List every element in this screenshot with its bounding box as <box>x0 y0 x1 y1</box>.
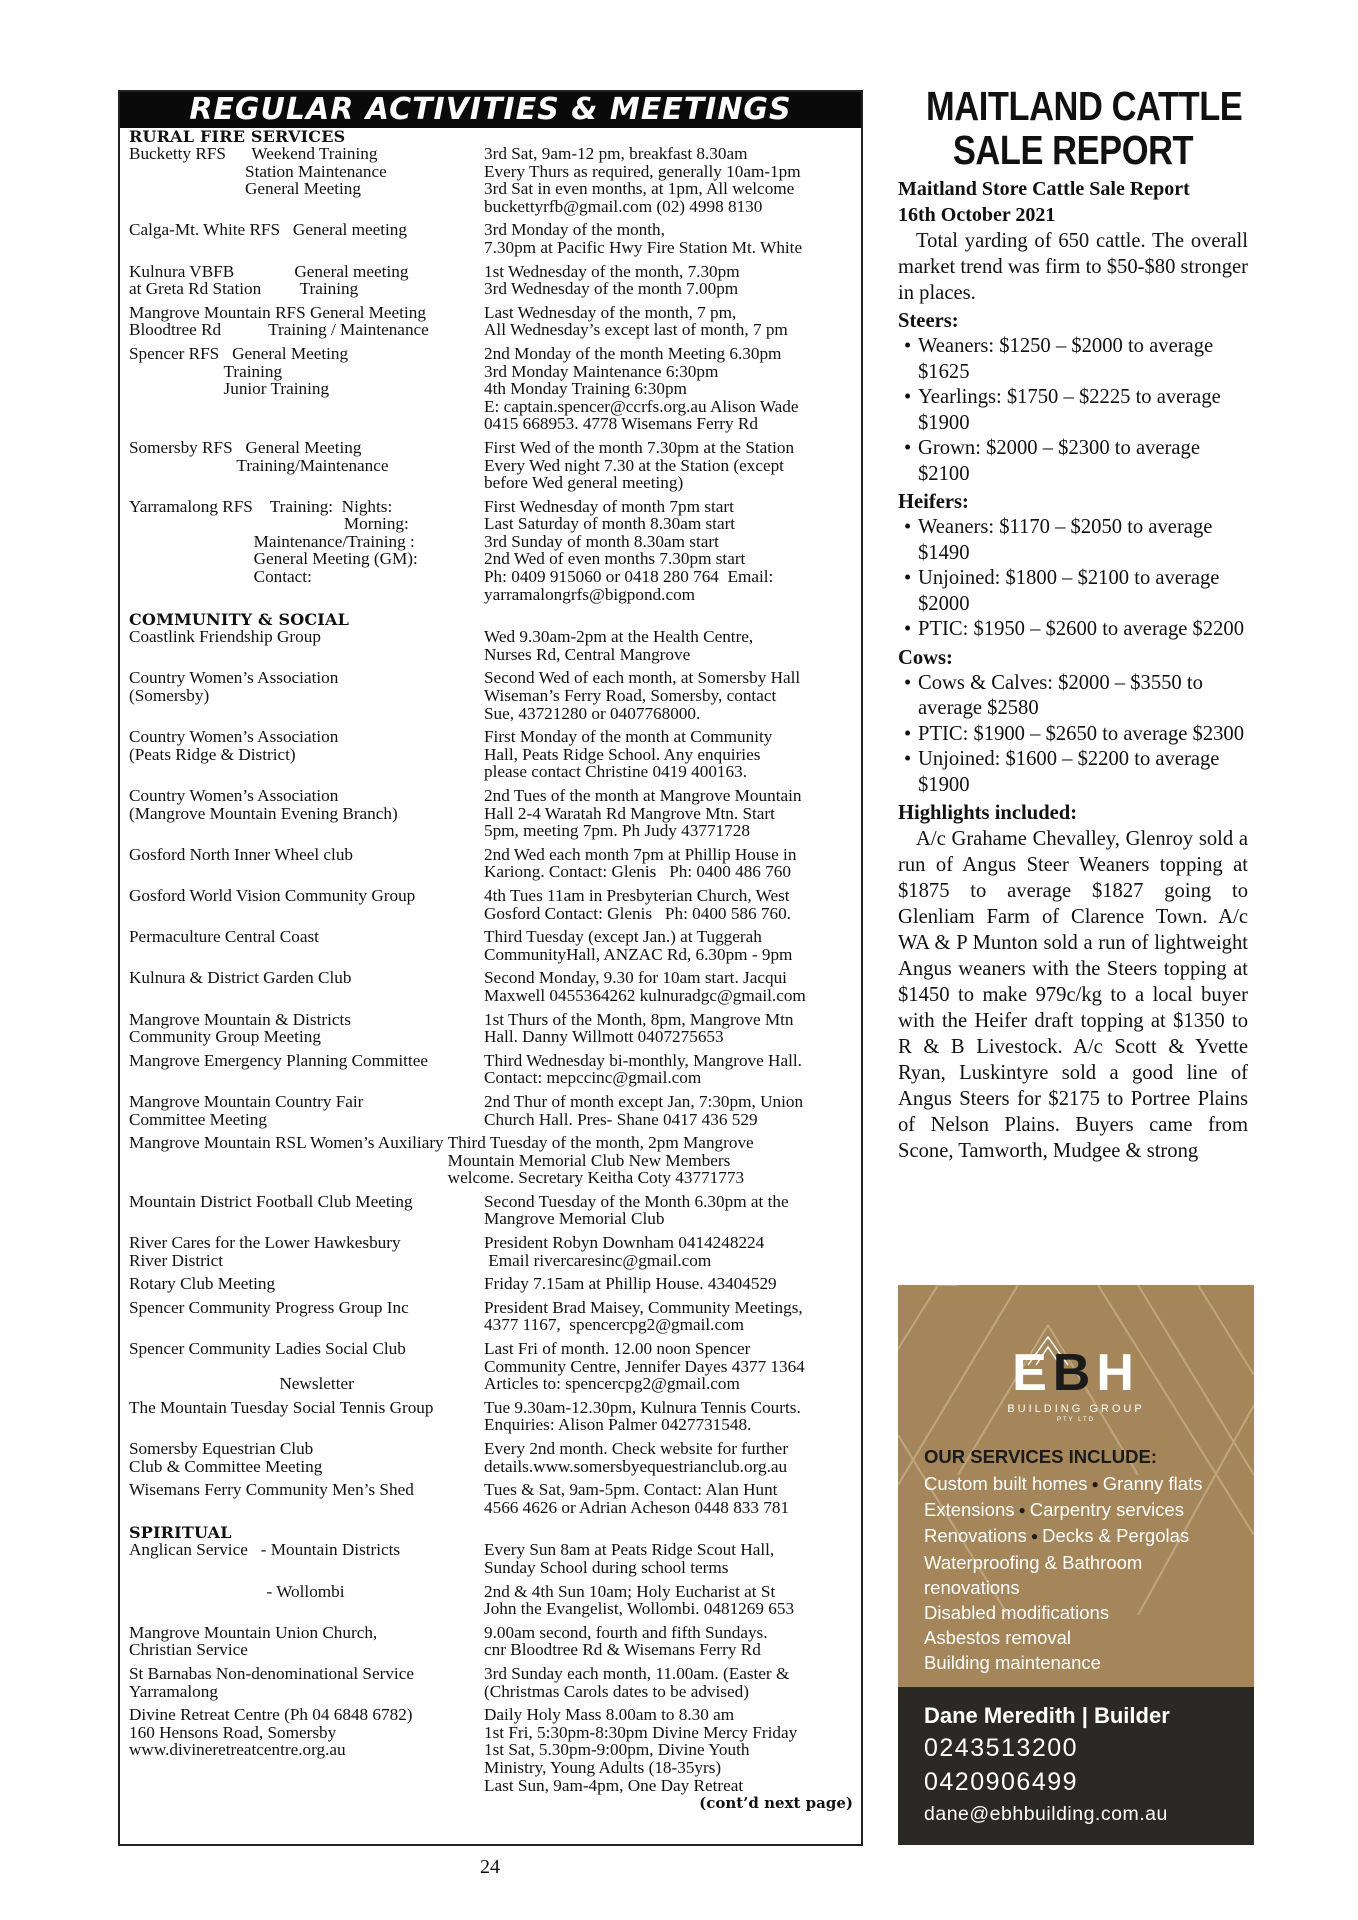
service-item: Disabled modifications <box>924 1602 1110 1624</box>
activity-details: 1st Wednesday of the month, 7.30pm 3rd Wednesday of the month 7.00pm <box>484 261 740 299</box>
activity-name: Kulnura & District Garden Club <box>129 968 352 988</box>
activity-details: President Brad Maisey, Community Meetings, 4377 1167, spencercpg2@gmail.com <box>484 1297 803 1335</box>
activity-name: Anglican Service - Mountain Districts <box>129 1540 401 1560</box>
heifers-list <box>898 515 1248 643</box>
ebh-advertisement <box>898 1285 1254 1845</box>
section-heading-rfs: RURAL FIRE SERVICES <box>129 127 346 146</box>
rfs-list <box>129 145 853 603</box>
activity-details: First Wed of the month 7.30pm at the Station Every Wed night 7.30 at the Station (except before Wed general meeting) <box>484 437 795 493</box>
contact-name: Dane Meredith | Builder <box>924 1703 1170 1728</box>
heifers-item: • Unjoined: $1800 – $2100 to average $2000 <box>898 566 1248 617</box>
ad-services <box>924 1445 1244 1676</box>
activity-name: Calga-Mt. White RFS General meeting <box>129 220 407 240</box>
activity-details: Daily Holy Mass 8.00am to 8.30 am 1st Fri, 5:30pm-8:30pm Divine Mercy Friday 1st Sat, 5.30pm-9:00pm, Divine Youth Ministry, Young Adults (18-35yrs) Last Sun, 9am-4pm, One Day Retreat <box>484 1705 798 1795</box>
activity-name: Spencer Community Progress Group Inc <box>129 1297 409 1317</box>
activity-row <box>129 439 853 492</box>
activity-name: Spencer Community Ladies Social Club Newsletter <box>129 1339 406 1394</box>
activity-row <box>129 1481 853 1516</box>
activity-row <box>129 145 853 215</box>
activity-row <box>129 846 853 881</box>
activity-name: Yarramalong RFS Training: Nights: Morning: Maintenance/Training : General Meeting (GM): Contact: <box>129 496 418 587</box>
ad-contact <box>898 1687 1254 1845</box>
ebh-logo-pty: PTY LTD <box>1056 1417 1096 1423</box>
logo-letter-e: E <box>1012 1344 1053 1402</box>
article-subtitle: Maitland Store Cattle Sale Report <box>898 178 1190 200</box>
activity-name: Kulnura VBFB General meeting at Greta Rd Station Training <box>129 261 409 299</box>
activity-details: Last Fri of month. 12.00 noon Spencer Community Centre, Jennifer Dayes 4377 1364 Articles to: spencercpg2@gmail.com <box>484 1339 805 1394</box>
activity-name: Somersby RFS General Meeting Training/Maintenance <box>129 437 389 475</box>
activity-name: Mangrove Mountain RFS General Meeting Bloodtree Rd Training / Maintenance <box>129 302 429 340</box>
activity-row <box>129 728 853 781</box>
steers-item: • Weaners: $1250 – $2000 to average $1625 <box>898 334 1248 385</box>
activities-box <box>118 90 863 1846</box>
activity-row <box>129 1624 853 1659</box>
service-item: Extensions <box>924 1499 1015 1521</box>
section-heading-spiritual: SPIRITUAL <box>129 1523 232 1543</box>
activity-name: Country Women’s Association (Peats Ridge & District) <box>129 727 339 764</box>
activity-name: The Mountain Tuesday Social Tennis Group <box>129 1397 434 1417</box>
article-intro: Total yarding of 650 cattle. The overall market trend was firm to $50-$80 stronger in places. <box>898 230 1249 304</box>
activity-details: 3rd Sunday each month, 11.00am. (Easter & (Christmas Carols dates to be advised) <box>484 1663 790 1701</box>
article-title <box>926 83 1243 173</box>
activity-name: River Cares for the Lower Hawkesbury River District <box>129 1233 401 1270</box>
activity-name: Gosford North Inner Wheel club <box>129 844 354 864</box>
service-item: Asbestos removal <box>924 1627 1072 1649</box>
cows-item: • Unjoined: $1600 – $2200 to average $1900 <box>898 747 1248 798</box>
service-item: Granny flats <box>1102 1473 1203 1494</box>
section-heading-community: COMMUNITY & SOCIAL <box>129 610 350 630</box>
activity-row <box>129 221 853 256</box>
activity-name: Bucketty RFS Weekend Training Station Maintenance General Meeting <box>129 144 387 199</box>
service-item: Renovations <box>924 1525 1027 1547</box>
ebh-logo <box>898 1345 1254 1423</box>
service-line <box>924 1471 1244 1497</box>
activity-row <box>129 1234 853 1269</box>
activity-row <box>129 1399 853 1434</box>
activity-row <box>129 1706 853 1794</box>
activity-row <box>129 1134 853 1187</box>
activity-details: Third Wednesday bi-monthly, Mangrove Hall. Contact: mepccinc@gmail.com <box>484 1050 802 1088</box>
activity-name: Rotary Club Meeting <box>129 1274 276 1294</box>
service-item: Custom built homes <box>924 1473 1088 1494</box>
heifers-heading: Heifers: <box>898 491 969 513</box>
cows-heading: Cows: <box>898 646 953 669</box>
activity-name: Mangrove Emergency Planning Committee <box>129 1050 428 1070</box>
activity-name: Somersby Equestrian Club Club & Committee Meeting <box>129 1439 323 1476</box>
article-title-line2: SALE REPORT <box>952 127 1194 173</box>
activity-name: Country Women’s Association (Somersby) <box>129 668 339 706</box>
highlights-text: A/c Grahame Chevalley, Glenroy sold a run of Angus Steer Weaners topping at $1875 to average $1827 going to Glenliam Farm of Clarence Town. A/c WA & P Munton sold a run of lightweight Angus weaners with the Steers topping at $1450 to make 979c/kg to a local buyer with the Heifer draft topping at $1350 to R & B Livestock. A/c Scott & Yvette Ryan, Luskintyre sold a good line of Angus Steers for $2175 to Portree Plains of Nelson Plains. Buyers came from Scone, Tamworth, Mudgee & strong <box>898 828 1248 1162</box>
activity-details: Second Tuesday of the Month 6.30pm at the Mangrove Memorial Club <box>484 1191 789 1229</box>
heifers-item: • Weaners: $1170 – $2050 to average $1490 <box>898 515 1248 566</box>
contact-phone: 0420906499 <box>924 1768 1079 1796</box>
activity-row <box>129 928 853 963</box>
activity-details: Wed 9.30am-2pm at the Health Centre, Nurses Rd, Central Mangrove <box>484 627 754 664</box>
activity-row <box>129 1440 853 1475</box>
highlights-heading: Highlights included: <box>898 802 1078 824</box>
activity-row <box>129 263 853 298</box>
activity-name: Mangrove Mountain RSL Women’s Auxiliary <box>129 1133 444 1153</box>
activity-name: Mangrove Mountain Country Fair Committee Meeting <box>129 1091 364 1129</box>
activity-details: Last Wednesday of the month, 7 pm, All Wednesday’s except last of month, 7 pm <box>484 302 788 340</box>
activity-details: Third Tuesday (except Jan.) at Tuggerah CommunityHall, ANZAC Rd, 6.30pm - 9pm <box>484 927 793 964</box>
spiritual-list <box>129 1541 853 1794</box>
activity-name: Mangrove Mountain Union Church, Christian Service <box>129 1622 378 1660</box>
activity-name: Mangrove Mountain & Districts Community Group Meeting <box>129 1009 351 1047</box>
contact-email: dane@ebhbuilding.com.au <box>924 1803 1168 1825</box>
activity-details: Third Tuesday of the month, 2pm Mangrove Mountain Memorial Club New Members welcome. Secretary Keitha Coty 43771773 <box>447 1133 754 1188</box>
activity-details: 2nd Thur of month except Jan, 7:30pm, Union Church Hall. Pres- Shane 0417 436 529 <box>484 1091 804 1129</box>
logo-letter-b: B <box>1052 1344 1097 1402</box>
activity-details: Every 2nd month. Check website for further details.www.somersbyequestrianclub.org.au <box>484 1439 789 1476</box>
steers-list <box>898 334 1248 487</box>
activity-row <box>129 1340 853 1393</box>
steers-item: • Grown: $2000 – $2300 to average $2100 <box>898 436 1248 487</box>
steers-heading: Steers: <box>898 310 959 332</box>
cattle-report-article <box>898 84 1248 1164</box>
service-item: renovations <box>924 1576 1020 1598</box>
activity-name: - Wollombi <box>129 1581 345 1601</box>
activity-row <box>129 1665 853 1700</box>
activity-details: Friday 7.15am at Phillip House. 43404529 <box>484 1274 777 1294</box>
activity-name: Permaculture Central Coast <box>129 927 319 947</box>
activities-header: REGULAR ACTIVITIES & MEETINGS <box>120 92 861 128</box>
activity-details: 2nd Wed each month 7pm at Phillip House in Kariong. Contact: Glenis Ph: 0400 486 760 <box>484 844 797 882</box>
activity-details: First Wednesday of month 7pm start Last Saturday of month 8.30am start 3rd Sunday of month 8.30am start 2nd Wed of even months 7.30pm start Ph: 0409 915060 or 0418 280 764 Email: yarramalongrfs@bigpond.com <box>484 496 774 604</box>
service-item: Carpentry services <box>1029 1499 1184 1521</box>
article-date: 16th October 2021 <box>898 204 1056 226</box>
activity-details: Tue 9.30am-12.30pm, Kulnura Tennis Courts. Enquiries: Alison Palmer 0427731548. <box>484 1397 801 1435</box>
activity-row <box>129 498 853 604</box>
steers-item: • Yearlings: $1750 – $2225 to average $1900 <box>898 385 1248 436</box>
page-number: 24 <box>480 1856 500 1878</box>
activity-row <box>129 1541 853 1576</box>
activity-row <box>129 969 853 1004</box>
activity-row <box>129 304 853 339</box>
activity-details: First Monday of the month at Community Hall, Peats Ridge School. Any enquiries please contact Christine 0419 400163. <box>484 727 773 782</box>
ad-services-title: OUR SERVICES INCLUDE: <box>924 1446 1157 1467</box>
logo-letter-h: H <box>1096 1344 1140 1402</box>
ebh-logo-name: BUILDING GROUP <box>1007 1403 1145 1415</box>
service-line <box>924 1497 1244 1523</box>
activity-row <box>129 1011 853 1046</box>
service-item: Building maintenance <box>924 1652 1101 1674</box>
activity-details: 9.00am second, fourth and fifth Sundays. cnr Bloodtree Rd & Wisemans Ferry Rd <box>484 1622 768 1660</box>
ebh-logo-letters <box>898 1345 1254 1401</box>
activity-details: 1st Thurs of the Month, 8pm, Mangrove Mtn Hall. Danny Willmott 0407275653 <box>484 1009 794 1047</box>
bullet-dot-icon: ● <box>1030 1529 1039 1544</box>
activity-row <box>129 1583 853 1618</box>
activity-details: President Robyn Downham 0414248224 Email rivercaresinc@gmail.com <box>484 1233 765 1270</box>
activity-name: Mountain District Football Club Meeting <box>129 1191 413 1211</box>
bullet-dot-icon: ● <box>1018 1503 1026 1518</box>
activity-details: 2nd Monday of the month Meeting 6.30pm 3rd Monday Maintenance 6:30pm 4th Monday Training 6:30pm E: captain.spencer@ccrfs.org.au Alison Wade 0415 668953. 4778 Wisemans Ferry Rd <box>484 343 799 434</box>
activity-name: Spencer RFS General Meeting Training Junior Training <box>129 343 349 399</box>
cows-item: • Cows & Calves: $2000 – $3550 to average $2580 <box>898 671 1248 722</box>
article-title-line1: MAITLAND CATTLE <box>926 83 1243 129</box>
continued-note: (cont’d next page) <box>699 1794 853 1813</box>
bullet-dot-icon: ● <box>1091 1477 1099 1491</box>
activity-details: 2nd & 4th Sun 10am; Holy Eucharist at St John the Evangelist, Wollombi. 0481269 653 <box>484 1581 795 1619</box>
activity-name: Gosford World Vision Community Group <box>129 885 416 905</box>
activity-details: Second Wed of each month, at Somersby Hall Wiseman’s Ferry Road, Somersby, contact Sue, 43721280 or 0407768000. <box>484 668 801 723</box>
activity-details: Tues & Sat, 9am-5pm. Contact: Alan Hunt 4566 4626 or Adrian Acheson 0448 833 781 <box>484 1480 790 1517</box>
activity-name: Country Women’s Association (Mangrove Mountain Evening Branch) <box>129 786 398 823</box>
activity-details: 3rd Sat, 9am-12 pm, breakfast 8.30am Every Thurs as required, generally 10am-1pm 3rd Sat in even months, at 1pm, All welcome buckettyrfb@gmail.com (02) 4998 8130 <box>484 144 801 216</box>
activity-details: Every Sun 8am at Peats Ridge Scout Hall, Sunday School during school terms <box>484 1540 775 1577</box>
activity-row <box>129 787 853 840</box>
activity-name: St Barnabas Non-denominational Service Yarramalong <box>129 1663 414 1701</box>
community-list <box>129 628 853 1516</box>
heifers-item: • PTIC: $1950 – $2600 to average $2200 <box>898 617 1248 643</box>
cows-item: • PTIC: $1900 – $2650 to average $2300 <box>898 722 1248 748</box>
service-item: Waterproofing & Bathroom <box>924 1551 1143 1573</box>
activity-row <box>129 1299 853 1334</box>
service-line <box>924 1523 1244 1549</box>
activity-row <box>129 628 853 663</box>
activity-row <box>129 1193 853 1228</box>
service-item: Decks & Pergolas <box>1042 1525 1190 1547</box>
activities-body <box>120 128 861 1813</box>
activity-row <box>129 1275 853 1293</box>
cows-list <box>898 671 1248 799</box>
activity-details: 3rd Monday of the month, 7.30pm at Pacific Hwy Fire Station Mt. White <box>484 220 803 257</box>
contact-phone: 0243513200 <box>924 1734 1079 1762</box>
activity-row <box>129 887 853 922</box>
activity-row <box>129 345 853 433</box>
activity-details: Second Monday, 9.30 for 10am start. Jacqui Maxwell 0455364262 kulnuradgc@gmail.com <box>484 968 806 1005</box>
activity-details: 4th Tues 11am in Presbyterian Church, West Gosford Contact: Glenis Ph: 0400 586 760. <box>484 885 791 923</box>
activity-name: Coastlink Friendship Group <box>129 627 321 647</box>
activity-name: Divine Retreat Centre (Ph 04 6848 6782) 160 Hensons Road, Somersby www.divineretreatcentre.org.au <box>129 1705 413 1760</box>
activity-row <box>129 1093 853 1128</box>
activity-row <box>129 1052 853 1087</box>
activity-row <box>129 669 853 722</box>
activity-details: 2nd Tues of the month at Mangrove Mountain Hall 2-4 Waratah Rd Mangrove Mtn. Start 5pm, meeting 7pm. Ph Judy 43771728 <box>484 786 802 841</box>
activity-name: Wisemans Ferry Community Men’s Shed <box>129 1480 414 1500</box>
